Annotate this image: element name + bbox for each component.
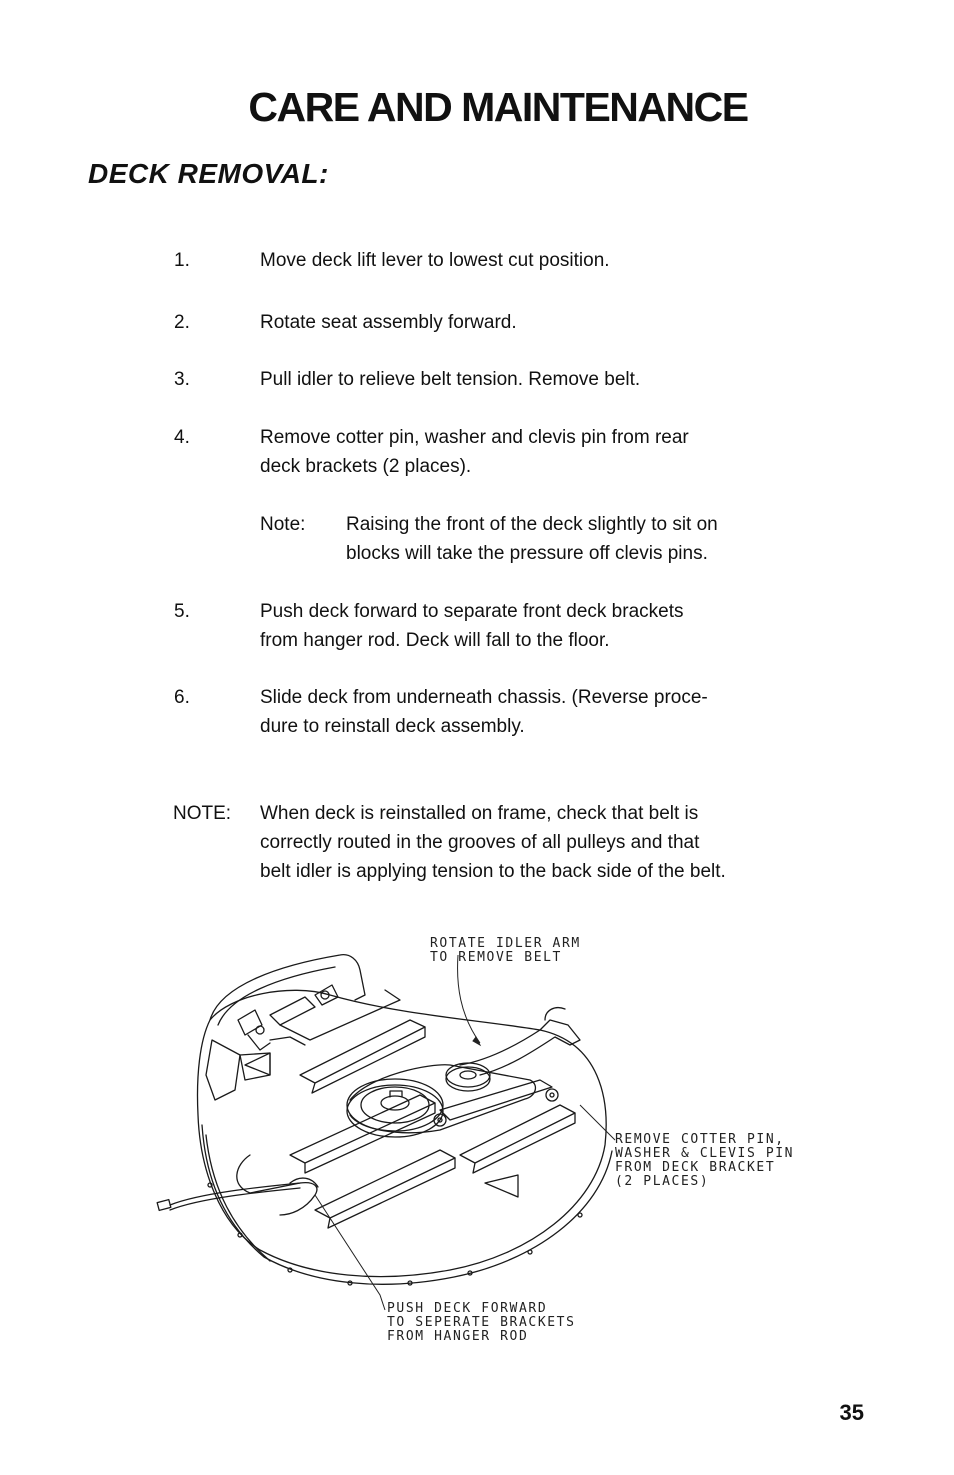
idler-leader-line [458,955,480,1043]
step-text: Remove cotter pin, washer and clevis pin from rear deck brackets (2 places). [260,427,689,477]
step-text: Slide deck from underneath chassis. (Reverse proce- dure to reinstall deck assembly. [260,687,708,737]
page-title: CARE AND MAINTENANCE [248,84,748,130]
rear-bracket [238,1010,262,1035]
discharge-hood [210,955,365,1020]
pin-leader-line [580,1105,615,1140]
deck-shell-rim [202,1125,612,1284]
step-number: 1. [174,250,190,271]
drive-belt [350,1065,535,1133]
step-number: 2. [174,312,190,333]
step-text: Pull idler to relieve belt tension. Remove belt. [260,369,641,390]
step-number: 6. [174,687,190,708]
final-note-label: NOTE: [173,803,232,824]
note-text: Raising the front of the deck slightly to sit on blocks will take the pressure off clevis pins. [346,514,718,564]
step-number: 3. [174,369,190,390]
channel-rail [460,1105,575,1163]
note-label: Note: [260,514,306,535]
push-leader-line [315,1195,385,1310]
callout-push-deck: PUSH DECK FORWARD TO SEPERATE BRACKETS FROM HANGER ROD [387,1301,576,1344]
step-number: 4. [174,427,190,448]
step-text: Rotate seat assembly forward. [260,312,517,333]
idler-arm [460,1020,580,1075]
step-number: 5. [174,601,190,622]
final-note-text: When deck is reinstalled on frame, check that belt is correctly routed in the grooves of all pulleys and that belt idler is applying tension to the back side of the belt. [260,803,726,882]
step-text: Push deck forward to separate front deck brackets from hanger rod. Deck will fall to the floor. [260,601,684,651]
channel-rail [315,1150,455,1218]
callout-idler-arm: ROTATE IDLER ARM TO REMOVE BELT [430,936,581,965]
callout-cotter-pin: REMOVE COTTER PIN, WASHER & CLEVIS PIN FROM DECK BRACKET (2 PLACES) [615,1132,795,1189]
step-text: Move deck lift lever to lowest cut position. [260,250,610,271]
channel-rail [300,1020,425,1083]
hanger-rod [170,1183,317,1215]
page-number: 35 [839,1400,864,1425]
section-title: DECK REMOVAL: [88,158,329,189]
